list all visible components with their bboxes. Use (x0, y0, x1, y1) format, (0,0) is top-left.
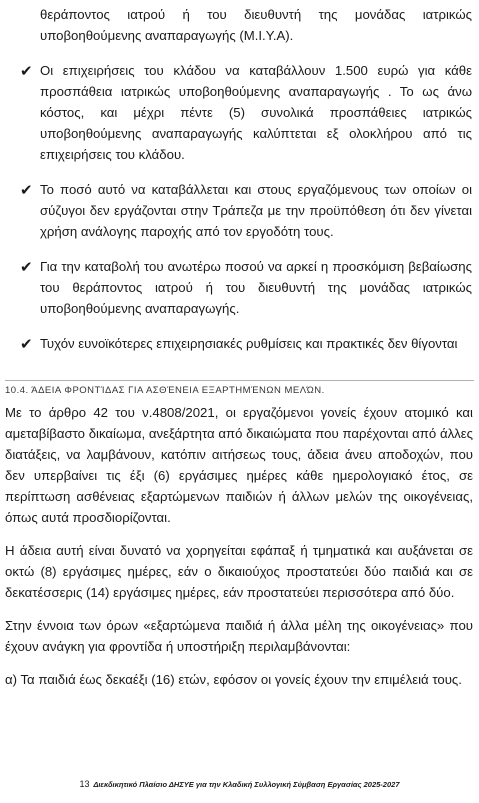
bullet-list (20, 4, 472, 368)
bullet-text: Το ποσό αυτό να καταβάλλεται και στους εργαζόμενους των οποίων οι σύζυγοι δεν εργάζονται στην Τράπεζα με την προϋπόθεση ότι δεν γίνεται χρήση ανάλογης παροχής από τον εργοδότη τους. (40, 182, 472, 239)
section-body (5, 402, 473, 702)
bullet-text: θεράποντος ιατρού ή του διευθυντή της μονάδας ιατρικώς υποβοηθούμενης αναπαραγωγής (Μ.Ι.Υ.Α). (40, 7, 472, 43)
section-heading: 10.4. ΆΔΕΙΑ ΦΡΟΝΤΊΔΑΣ ΓΙΑ ΑΣΘΈΝΕΙΑ ΕΞΑΡΤΗΜΈΝΩΝ ΜΕΛΏΝ. (5, 380, 474, 396)
bullet-text: Για την καταβολή του ανωτέρω ποσού να αρκεί η προσκόμιση βεβαίωσης του θεράποντος ιατρού ή του διευθυντή της μονάδας ιατρικώς υποβοηθούμενης αναπαραγωγής. (40, 259, 472, 316)
bullet-item (20, 179, 472, 242)
bullet-item (20, 333, 472, 354)
checkmark-icon: ✔ (20, 258, 33, 276)
bullet-text: Οι επιχειρήσεις του κλάδου να καταβάλλουν 1.500 ευρώ για κάθε προσπάθεια ιατρικώς υποβοηθούμενης αναπαραγωγής . Το ως άνω κόστος, και μέχρι πέντε (5) συνολικά προσπάθειες ιατρικώς υποβοηθούμενης αναπαραγωγής καλύπτεται εξ ολοκλήρου από τις επιχειρήσεις του κλάδου. (40, 63, 472, 162)
page-footer (0, 779, 479, 789)
checkmark-icon: ✔ (20, 62, 33, 80)
footer-text: Διεκδικητικό Πλαίσιο ΔΗΣΥΕ για την Κλαδική Συλλογική Σύμβαση Εργασίας 2025-2027 (93, 780, 400, 789)
checkmark-icon: ✔ (20, 181, 33, 199)
paragraph: α) Τα παιδιά έως δεκαέξι (16) ετών, εφόσον οι γονείς έχουν την επιμέλειά τους. (5, 672, 462, 687)
paragraph: Στην έννοια των όρων «εξαρτώμενα παιδιά ή άλλα μέλη της οικογένειας» που έχουν ανάγκη για φροντίδα ή υποστήριξη περιλαμβάνονται: (5, 618, 473, 654)
checkmark-icon: ✔ (20, 335, 33, 353)
bullet-text: Τυχόν ευνοϊκότερες επιχειρησιακές ρυθμίσεις και πρακτικές δεν θίγονται (40, 336, 458, 351)
paragraph: Με το άρθρο 42 του ν.4808/2021, οι εργαζόμενοι γονείς έχουν ατομικό και αμεταβίβαστο δικαίωμα, ανεξάρτητα από δικαιώματα που παρέχονται από άλλες διατάξεις, να λαμβάνουν, κατόπιν αιτήσεως τους, άδεια άνευ αποδοχών, που δεν υπερβαίνει τις έξι (6) εργάσιμες ημέρες κάθε ημερολογιακό έτος, σε περίπτωση ασθένειας εξαρτώμενων παιδιών ή άλλων μελών της οικογένειας, όπως αυτά προσδιορίζονται. (5, 405, 473, 525)
bullet-item (20, 256, 472, 319)
bullet-item (20, 60, 472, 165)
page-number: 13 (79, 779, 90, 789)
paragraph: Η άδεια αυτή είναι δυνατό να χορηγείται εφάπαξ ή τμηματικά και αυξάνεται σε οκτώ (8) εργάσιμες ημέρες, εάν ο δικαιούχος προστατεύει δύο παιδιά και σε δεκατέσσερις (14) εργάσιμες ημέρες, εάν προστατεύει περισσότερα από δύο. (5, 543, 473, 600)
bullet-continuation (20, 4, 472, 46)
